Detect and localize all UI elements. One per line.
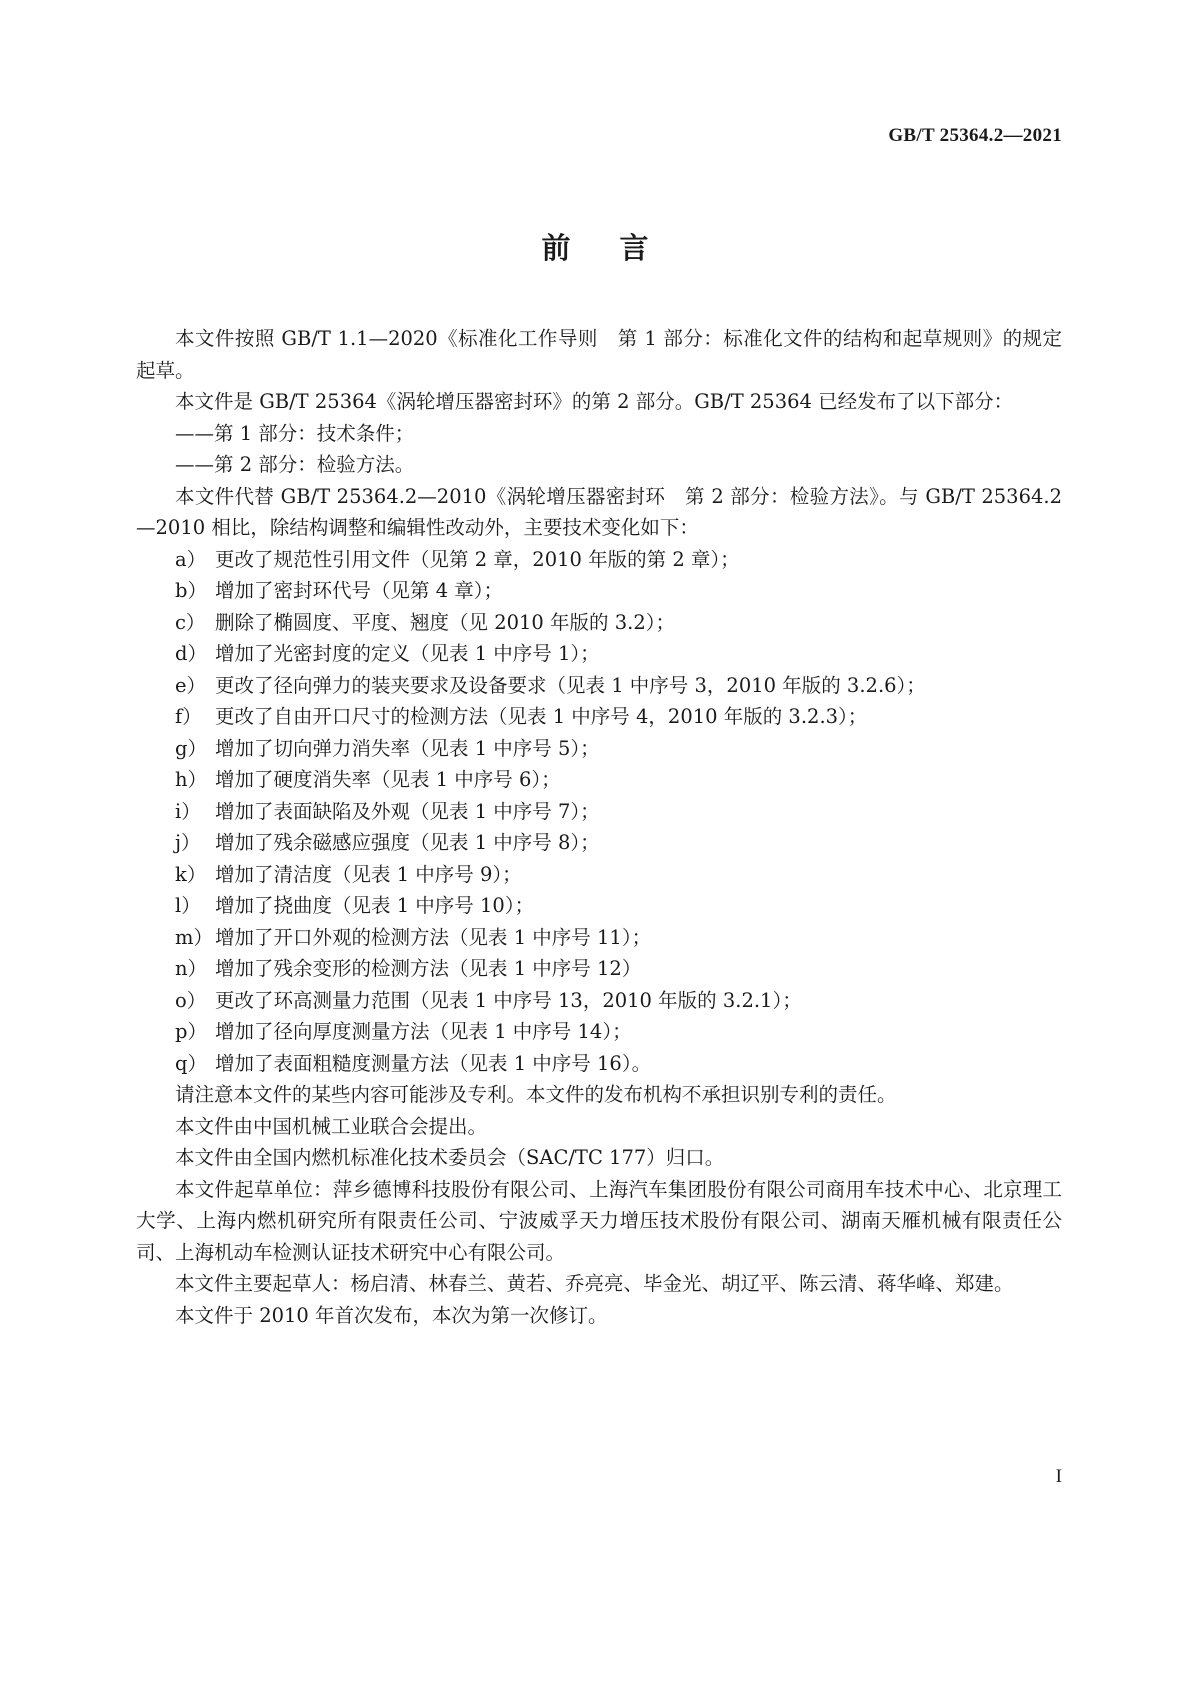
change-item-mark: o） xyxy=(175,988,207,1012)
change-item-text: 更改了环高测量力范围（见表 1 中序号 13，2010 年版的 3.2.1）； xyxy=(215,988,802,1012)
change-item xyxy=(136,575,1062,607)
change-item xyxy=(136,985,1062,1017)
change-item-mark: k） xyxy=(175,862,207,886)
title-char-2: 言 xyxy=(619,231,650,265)
paragraph-drafting-basis: 本文件按照 GB/T 1.1—2020《标准化工作导则 第 1 部分：标准化文件的结构和起草规则》的规定起草。 xyxy=(136,327,1062,382)
paragraph-patent-notice: 请注意本文件的某些内容可能涉及专利。本文件的发布机构不承担识别专利的责任。 xyxy=(175,1083,897,1106)
change-item-mark: n） xyxy=(175,957,208,980)
change-item-text: 更改了径向弹力的装夹要求及设备要求（见表 1 中序号 3，2010 年版的 3.2.6）； xyxy=(215,673,926,697)
paragraph-technical-committee: 本文件由全国内燃机标准化技术委员会（SAC/TC 177）归口。 xyxy=(175,1146,725,1169)
change-item-mark: c） xyxy=(175,610,206,634)
change-item xyxy=(136,1016,1062,1048)
change-item-mark: l） xyxy=(175,894,201,917)
change-item xyxy=(136,670,1062,702)
change-item-mark: f） xyxy=(175,705,202,728)
change-item-text: 增加了径向厚度测量方法（见表 1 中序号 14）； xyxy=(215,1020,632,1043)
change-item-text: 增加了密封环代号（见第 4 章）； xyxy=(215,579,504,602)
page-title xyxy=(0,226,1191,267)
change-item-mark: b） xyxy=(175,579,207,602)
paragraph-part-info: 本文件是 GB/T 25364《涡轮增压器密封环》的第 2 部分。GB/T 25364 已经发布了以下部分： xyxy=(175,390,1014,413)
change-item xyxy=(136,638,1062,670)
change-item-mark: e） xyxy=(175,673,207,697)
change-item-text: 增加了残余磁感应强度（见表 1 中序号 8）； xyxy=(215,831,600,854)
change-item-text: 更改了规范性引用文件（见第 2 章，2010 年版的第 2 章）； xyxy=(215,547,740,571)
change-item-text: 增加了光密封度的定义（见表 1 中序号 1）； xyxy=(215,642,600,665)
change-item-text: 增加了开口外观的检测方法（见表 1 中序号 11）； xyxy=(215,925,652,949)
change-item-text: 增加了切向弹力消失率（见表 1 中序号 5）； xyxy=(215,736,600,760)
change-item-text: 增加了表面粗糙度测量方法（见表 1 中序号 16）。 xyxy=(215,1051,652,1075)
page-number: I xyxy=(1055,1466,1062,1487)
change-item xyxy=(136,1048,1062,1080)
title-char-1: 前 xyxy=(541,231,572,265)
change-item xyxy=(136,764,1062,796)
change-item xyxy=(136,890,1062,922)
change-item-text: 增加了残余变形的检测方法（见表 1 中序号 12） xyxy=(215,957,642,980)
change-item-mark: j） xyxy=(175,831,201,854)
paragraph-drafting-units: 本文件起草单位：萍乡德博科技股份有限公司、上海汽车集团股份有限公司商用车技术中心、北京理工大学、上海内燃机研究所有限责任公司、宁波威孚天力增压技术股份有限公司、湖南天雁机械有限责任公司、上海机动车检测认证技术研究中心有限公司。 xyxy=(136,1177,1062,1264)
change-item xyxy=(136,922,1062,954)
standard-code: GB/T 25364.2—2021 xyxy=(888,125,1062,146)
paragraph-replacement: 本文件代替 GB/T 25364.2—2010《涡轮增压器密封环 第 2 部分：检验方法》。与 GB/T 25364.2—2010 相比，除结构调整和编辑性改动外，主要技术变化如下： xyxy=(136,484,1062,539)
change-item xyxy=(136,796,1062,828)
change-item-mark: a） xyxy=(175,547,207,571)
change-item-mark: q） xyxy=(175,1051,207,1075)
paragraph-proposer: 本文件由中国机械工业联合会提出。 xyxy=(175,1114,488,1138)
change-item-mark: d） xyxy=(175,642,207,665)
change-item xyxy=(136,827,1062,859)
change-item-mark: p） xyxy=(175,1020,207,1043)
change-item-text: 增加了挠曲度（见表 1 中序号 10）； xyxy=(215,894,535,917)
foreword-body xyxy=(136,323,1062,1331)
change-item-text: 增加了硬度消失率（见表 1 中序号 6）； xyxy=(215,768,561,791)
change-item-mark: g） xyxy=(175,736,207,760)
part-list-item: ——第 2 部分：检验方法。 xyxy=(175,453,415,476)
change-item-mark: h） xyxy=(175,768,208,791)
change-item-text: 更改了自由开口尺寸的检测方法（见表 1 中序号 4，2010 年版的 3.2.3）； xyxy=(215,705,868,728)
change-item xyxy=(136,607,1062,639)
change-item-text: 增加了清洁度（见表 1 中序号 9）； xyxy=(215,862,522,886)
change-item-text: 删除了椭圆度、平度、翘度（见 2010 年版的 3.2）； xyxy=(215,610,675,634)
paragraph-publication-history: 本文件于 2010 年首次发布，本次为第一次修订。 xyxy=(175,1303,608,1327)
change-item xyxy=(136,859,1062,891)
change-item xyxy=(136,701,1062,733)
change-item-text: 增加了表面缺陷及外观（见表 1 中序号 7）； xyxy=(215,799,600,823)
part-list-item: ——第 1 部分：技术条件； xyxy=(175,421,415,445)
change-item-mark: i） xyxy=(175,799,201,823)
paragraph-drafters: 本文件主要起草人：杨启清、林春兰、黄若、乔亮亮、毕金光、胡辽平、陈云清、蒋华峰、郑建。 xyxy=(175,1272,1014,1295)
change-item xyxy=(136,544,1062,576)
change-item-mark: m） xyxy=(175,925,213,949)
change-item xyxy=(136,733,1062,765)
change-item xyxy=(136,953,1062,985)
